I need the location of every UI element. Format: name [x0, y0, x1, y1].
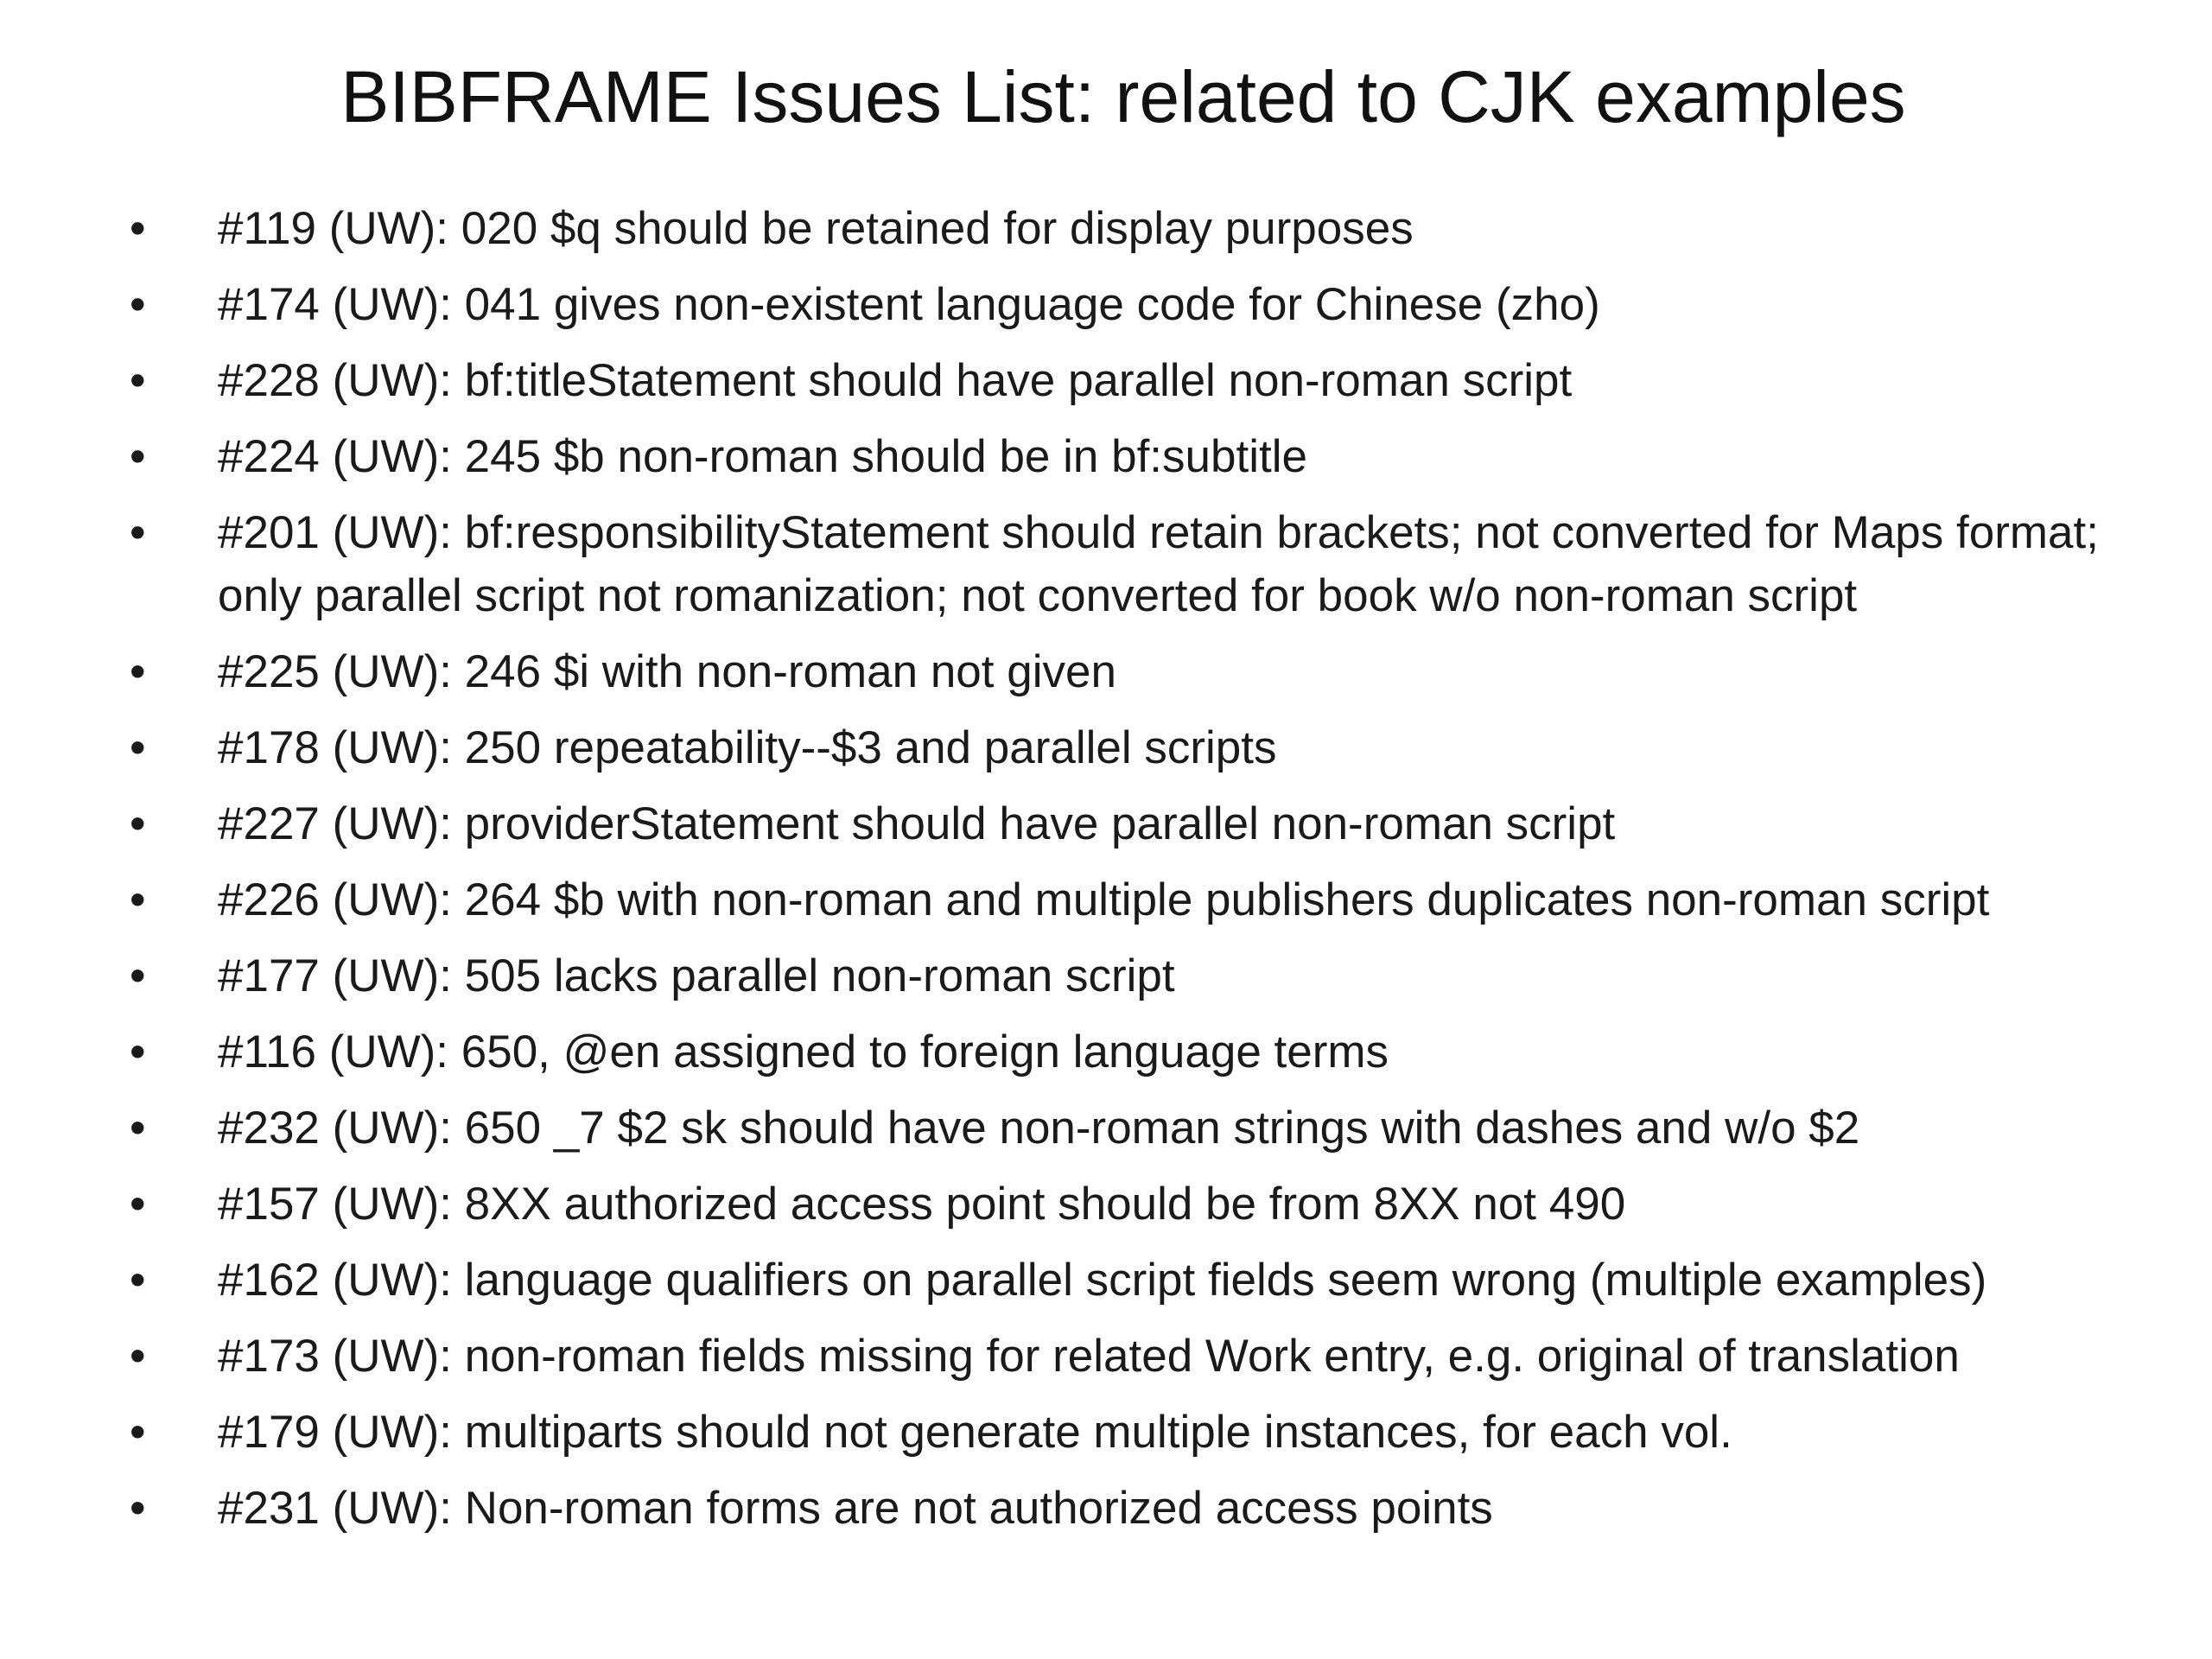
issue-item [130, 868, 2152, 931]
issue-text: #225 (UW): 246 $i with non-roman not given [218, 646, 1116, 697]
bullet-icon: • [130, 798, 146, 849]
issue-text: #201 (UW): bf:responsibilityStatement should retain brackets; not converted for Maps format; only parallel script not romanization; not converted for book w/o non-roman script [218, 507, 2099, 621]
issue-item [130, 1020, 2152, 1084]
bullet-icon: • [130, 1331, 146, 1382]
issue-item [130, 273, 2152, 336]
issue-item [130, 1477, 2152, 1540]
issue-text: #174 (UW): 041 gives non-existent language code for Chinese (zho) [218, 279, 1600, 330]
bullet-icon: • [130, 1255, 146, 1306]
bullet-icon: • [130, 1407, 146, 1458]
issue-item [130, 1401, 2152, 1464]
issue-text: #226 (UW): 264 $b with non-roman and multiple publishers duplicates non-roman script [218, 874, 1990, 925]
issue-item [130, 349, 2152, 412]
slide-title: BIBFRAME Issues List: related to CJK examples [340, 56, 1906, 137]
issue-item [130, 716, 2152, 779]
issue-text: #177 (UW): 505 lacks parallel non-roman script [218, 950, 1175, 1001]
bullet-icon: • [130, 722, 146, 773]
bullet-icon: • [130, 874, 146, 925]
issue-text: #178 (UW): 250 repeatability--$3 and parallel scripts [218, 722, 1277, 773]
bullet-icon: • [130, 507, 146, 558]
issue-text: #119 (UW): 020 $q should be retained for display purposes [218, 203, 1414, 254]
issue-text: #224 (UW): 245 $b non-roman should be in bf:subtitle [218, 431, 1307, 482]
issues-list [130, 197, 2152, 1553]
issue-text: #116 (UW): 650, @en assigned to foreign language terms [218, 1027, 1389, 1077]
issue-text: #232 (UW): 650 _7 $2 sk should have non-roman strings with dashes and w/o $2 [218, 1103, 1860, 1154]
issue-item [130, 197, 2152, 260]
issue-text: #228 (UW): bf:titleStatement should have parallel non-roman script [218, 355, 1573, 406]
issue-item [130, 792, 2152, 855]
issue-item [130, 1325, 2152, 1388]
issue-item [130, 1249, 2152, 1312]
issue-item [130, 1096, 2152, 1160]
issue-item [130, 944, 2152, 1007]
issue-item [130, 1173, 2152, 1236]
bullet-icon: • [130, 1179, 146, 1230]
issue-text: #231 (UW): Non-roman forms are not authorized access points [218, 1483, 1493, 1534]
bullet-icon: • [130, 279, 146, 330]
bullet-icon: • [130, 355, 146, 406]
issue-item [130, 640, 2152, 703]
issue-text: #227 (UW): providerStatement should have parallel non-roman script [218, 798, 1616, 849]
bullet-icon: • [130, 1483, 146, 1534]
bullet-icon: • [130, 1027, 146, 1077]
bullet-icon: • [130, 646, 146, 697]
issue-item [130, 425, 2152, 488]
issue-text: #157 (UW): 8XX authorized access point should be from 8XX not 490 [218, 1179, 1626, 1230]
issue-text: #162 (UW): language qualifiers on parallel script fields seem wrong (multiple examples) [218, 1255, 1987, 1306]
issue-text: #173 (UW): non-roman fields missing for related Work entry, e.g. original of translation [218, 1331, 1960, 1382]
bullet-icon: • [130, 950, 146, 1001]
issue-text: #179 (UW): multiparts should not generate multiple instances, for each vol. [218, 1407, 1732, 1458]
issue-item [130, 501, 2152, 627]
bullet-icon: • [130, 203, 146, 254]
bullet-icon: • [130, 1103, 146, 1154]
bullet-icon: • [130, 431, 146, 482]
